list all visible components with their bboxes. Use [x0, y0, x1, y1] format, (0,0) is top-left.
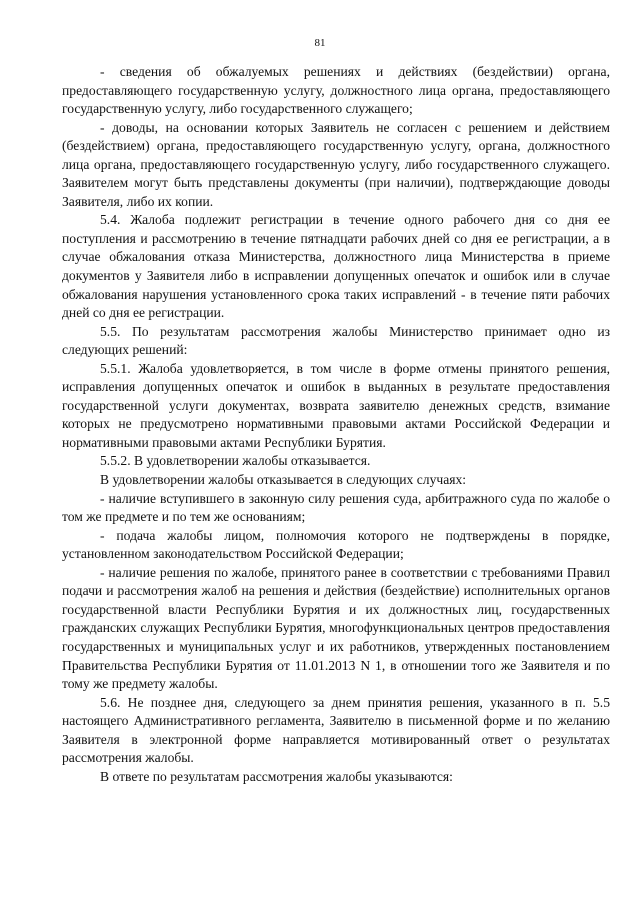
paragraph-5-5: 5.5. По результатам рассмотрения жалобы Министерство принимает одно из следующих решений: [62, 323, 610, 358]
paragraph-refusal-cases: В удовлетворении жалобы отказывается в следующих случаях: [100, 472, 467, 488]
paragraph-5-5-1: 5.5.1. Жалоба удовлетворяется, в том числе в форме отмены принятого решения, исправления допущенных опечаток и ошибок в выданных в результате предоставления государственной услуги документах, возврата заявителю денежных средств, взимание которых не предусмотрено нормативными правовыми актами Российской Федерации и нормативными правовыми актами Республики Бурятия. [62, 360, 610, 450]
document-body [62, 63, 610, 786]
paragraph-applicant-arguments: - доводы, на основании которых Заявитель не согласен с решением и действием (бездействием) органа, предоставляющего государственную услугу, органа, должностного лица органа, предоставляющего государственную услугу, либо государственного служащего. Заявителем могут быть представлены документы (при наличии), подтверждающие доводы Заявителя, либо их копии. [62, 119, 610, 209]
paragraph-response-contents: В ответе по результатам рассмотрения жалобы указываются: [100, 768, 453, 784]
paragraph-appealed-decisions: - сведения об обжалуемых решениях и действиях (бездействии) органа, предоставляющего государственную услугу, должностного лица органа, предоставляющего государственную услугу, либо государственного служащего; [62, 64, 610, 117]
paragraph-5-5-2: 5.5.2. В удовлетворении жалобы отказывается. [100, 453, 371, 469]
page-number: 81 [314, 37, 326, 49]
paragraph-5-6: 5.6. Не позднее дня, следующего за днем принятия решения, указанного в п. 5.5 настоящего Административного регламента, Заявителю в письменной форме и по желанию Заявителя в электронной форме направляется мотивированный ответ о результатах рассмотрения жалобы. [62, 694, 610, 766]
paragraph-prior-decision: - наличие решения по жалобе, принятого ранее в соответствии с требованиями Правил подачи и рассмотрения жалоб на решения и действия (бездействие) исполнительных органов государственной власти Республики Бурятия и их должностных лиц, государственных гражданских служащих Республики Бурятия, многофункциональных центров предоставления государственных и муниципальных услуг и их работников, утвержденных постановлением Правительства Республики Бурятия от 11.01.2013 N 1, в отношении того же Заявителя и по тому же предмету жалобы. [62, 564, 610, 692]
paragraph-unconfirmed-authority: - подача жалобы лицом, полномочия которого не подтверждены в порядке, установленном законодательством Российской Федерации; [62, 527, 610, 562]
paragraph-court-decision: - наличие вступившего в законную силу решения суда, арбитражного суда по жалобе о том же предмете и по тем же основаниям; [62, 490, 610, 525]
paragraph-5-4: 5.4. Жалоба подлежит регистрации в течение одного рабочего дня со дня ее поступления и рассмотрению в течение пятнадцати рабочих дней со дня ее регистрации, а в случае обжалования отказа Министерства, должностного лица Министерства в приеме документов у Заявителя либо в исправлении допущенных опечаток и ошибок или в случае обжалования нарушения установленного срока таких исправлений - в течение пяти рабочих дней со дня ее регистрации. [62, 212, 610, 321]
